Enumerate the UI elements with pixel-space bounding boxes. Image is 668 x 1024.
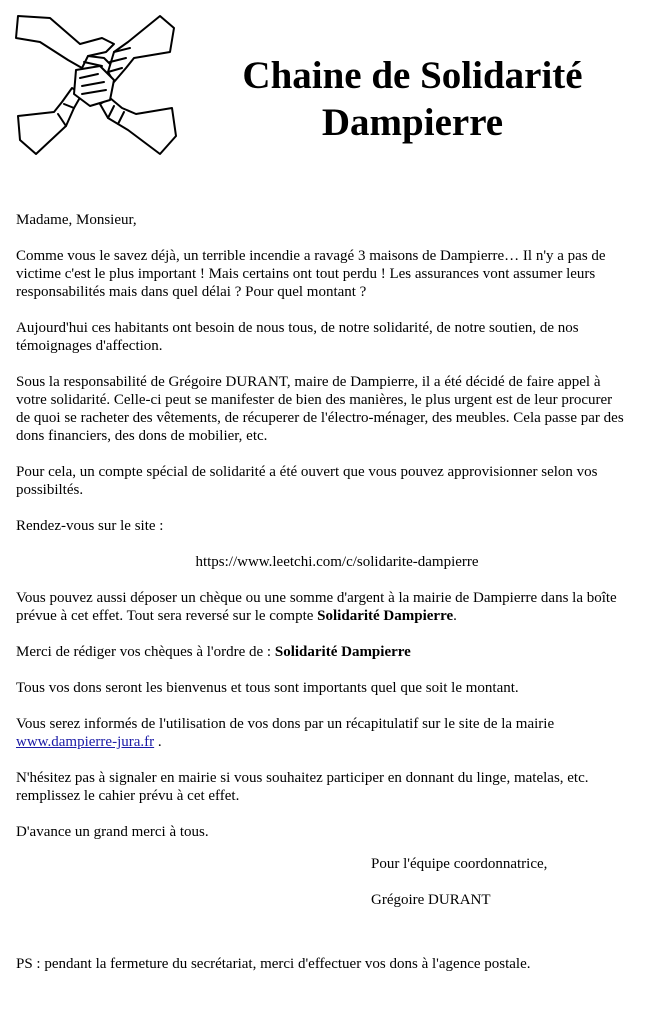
postscript: PS : pendant la fermeture du secrétariat, merci d'effectuer vos dons à l'agence postale. (16, 956, 531, 972)
paragraph-site: Rendez-vous sur le site : (16, 518, 164, 534)
paragraph-account: Pour cela, un compte spécial de solidarité a été ouvert que vous pouvez approvisionner selon vos possibiltés. (16, 464, 598, 498)
page-title (190, 52, 635, 146)
paragraph-need: Aujourd'hui ces habitants ont besoin de nous tous, de notre solidarité, de notre soutien, de nos témoignages d'affection. (16, 320, 579, 354)
greeting: Madame, Monsieur, (16, 212, 137, 228)
paragraph-fire: Comme vous le savez déjà, un terrible incendie a ravagé 3 maisons de Dampierre… Il n'y a pas de victime c'est le plus important ! Mais certains ont tout perdu ! Les assurances vont assumer leurs responsabilités mais dans quel délai ? Pour quel montant ? (16, 248, 606, 300)
paragraph-cheque: Vous pouvez aussi déposer un chèque ou une somme d'argent à la mairie de Dampierre dans la boîte prévue à cet effet. Tout sera reversé sur le compte Solidarité Dampierre. (16, 590, 617, 624)
paragraph-order: Merci de rédiger vos chèques à l'ordre de : Solidarité Dampierre (16, 644, 411, 660)
spacer (16, 927, 626, 955)
title-line-2: Dampierre (321, 101, 504, 144)
paragraph-welcome: Tous vos dons seront les bienvenus et tous sont importants quel que soit le montant. (16, 680, 519, 696)
joined-hands-icon (10, 8, 180, 158)
paragraph-info: Vous serez informés de l'utilisation de vos dons par un récapitulatif sur le site de la mairie www.dampierre-jura.fr . (16, 716, 555, 750)
account-name: Solidarité Dampierre (317, 608, 454, 624)
mairie-website-link[interactable]: www.dampierre-jura.fr (16, 734, 155, 750)
signature-name: Grégoire DURANT (371, 892, 491, 908)
paragraph-mayor: Sous la responsabilité de Grégoire DURANT, maire de Dampierre, il a été décidé de faire appel à votre solidarité. Celle-ci peut se manifester de bien des manières, le plus urgent est de leur procurer de quoi se racheter des vêtements, de récuperer de l'électro-ménager, des meubles. Cela passe par des dons financiers, des dons de mobilier, etc. (16, 374, 624, 444)
letter-body (16, 211, 626, 991)
payee-name: Solidarité Dampierre (274, 644, 411, 660)
donation-url: https://www.leetchi.com/c/solidarite-dampierre (195, 554, 479, 570)
paragraph-thanks: D'avance un grand merci à tous. (16, 824, 209, 840)
title-line-1: Chaine de Solidarité (242, 54, 583, 97)
paragraph-linen: N'hésitez pas à signaler en mairie si vous souhaitez participer en donnant du linge, matelas, etc. remplissez le cahier prévu à cet effet. (16, 770, 589, 804)
signature-team: Pour l'équipe coordonnatrice, (371, 856, 548, 872)
